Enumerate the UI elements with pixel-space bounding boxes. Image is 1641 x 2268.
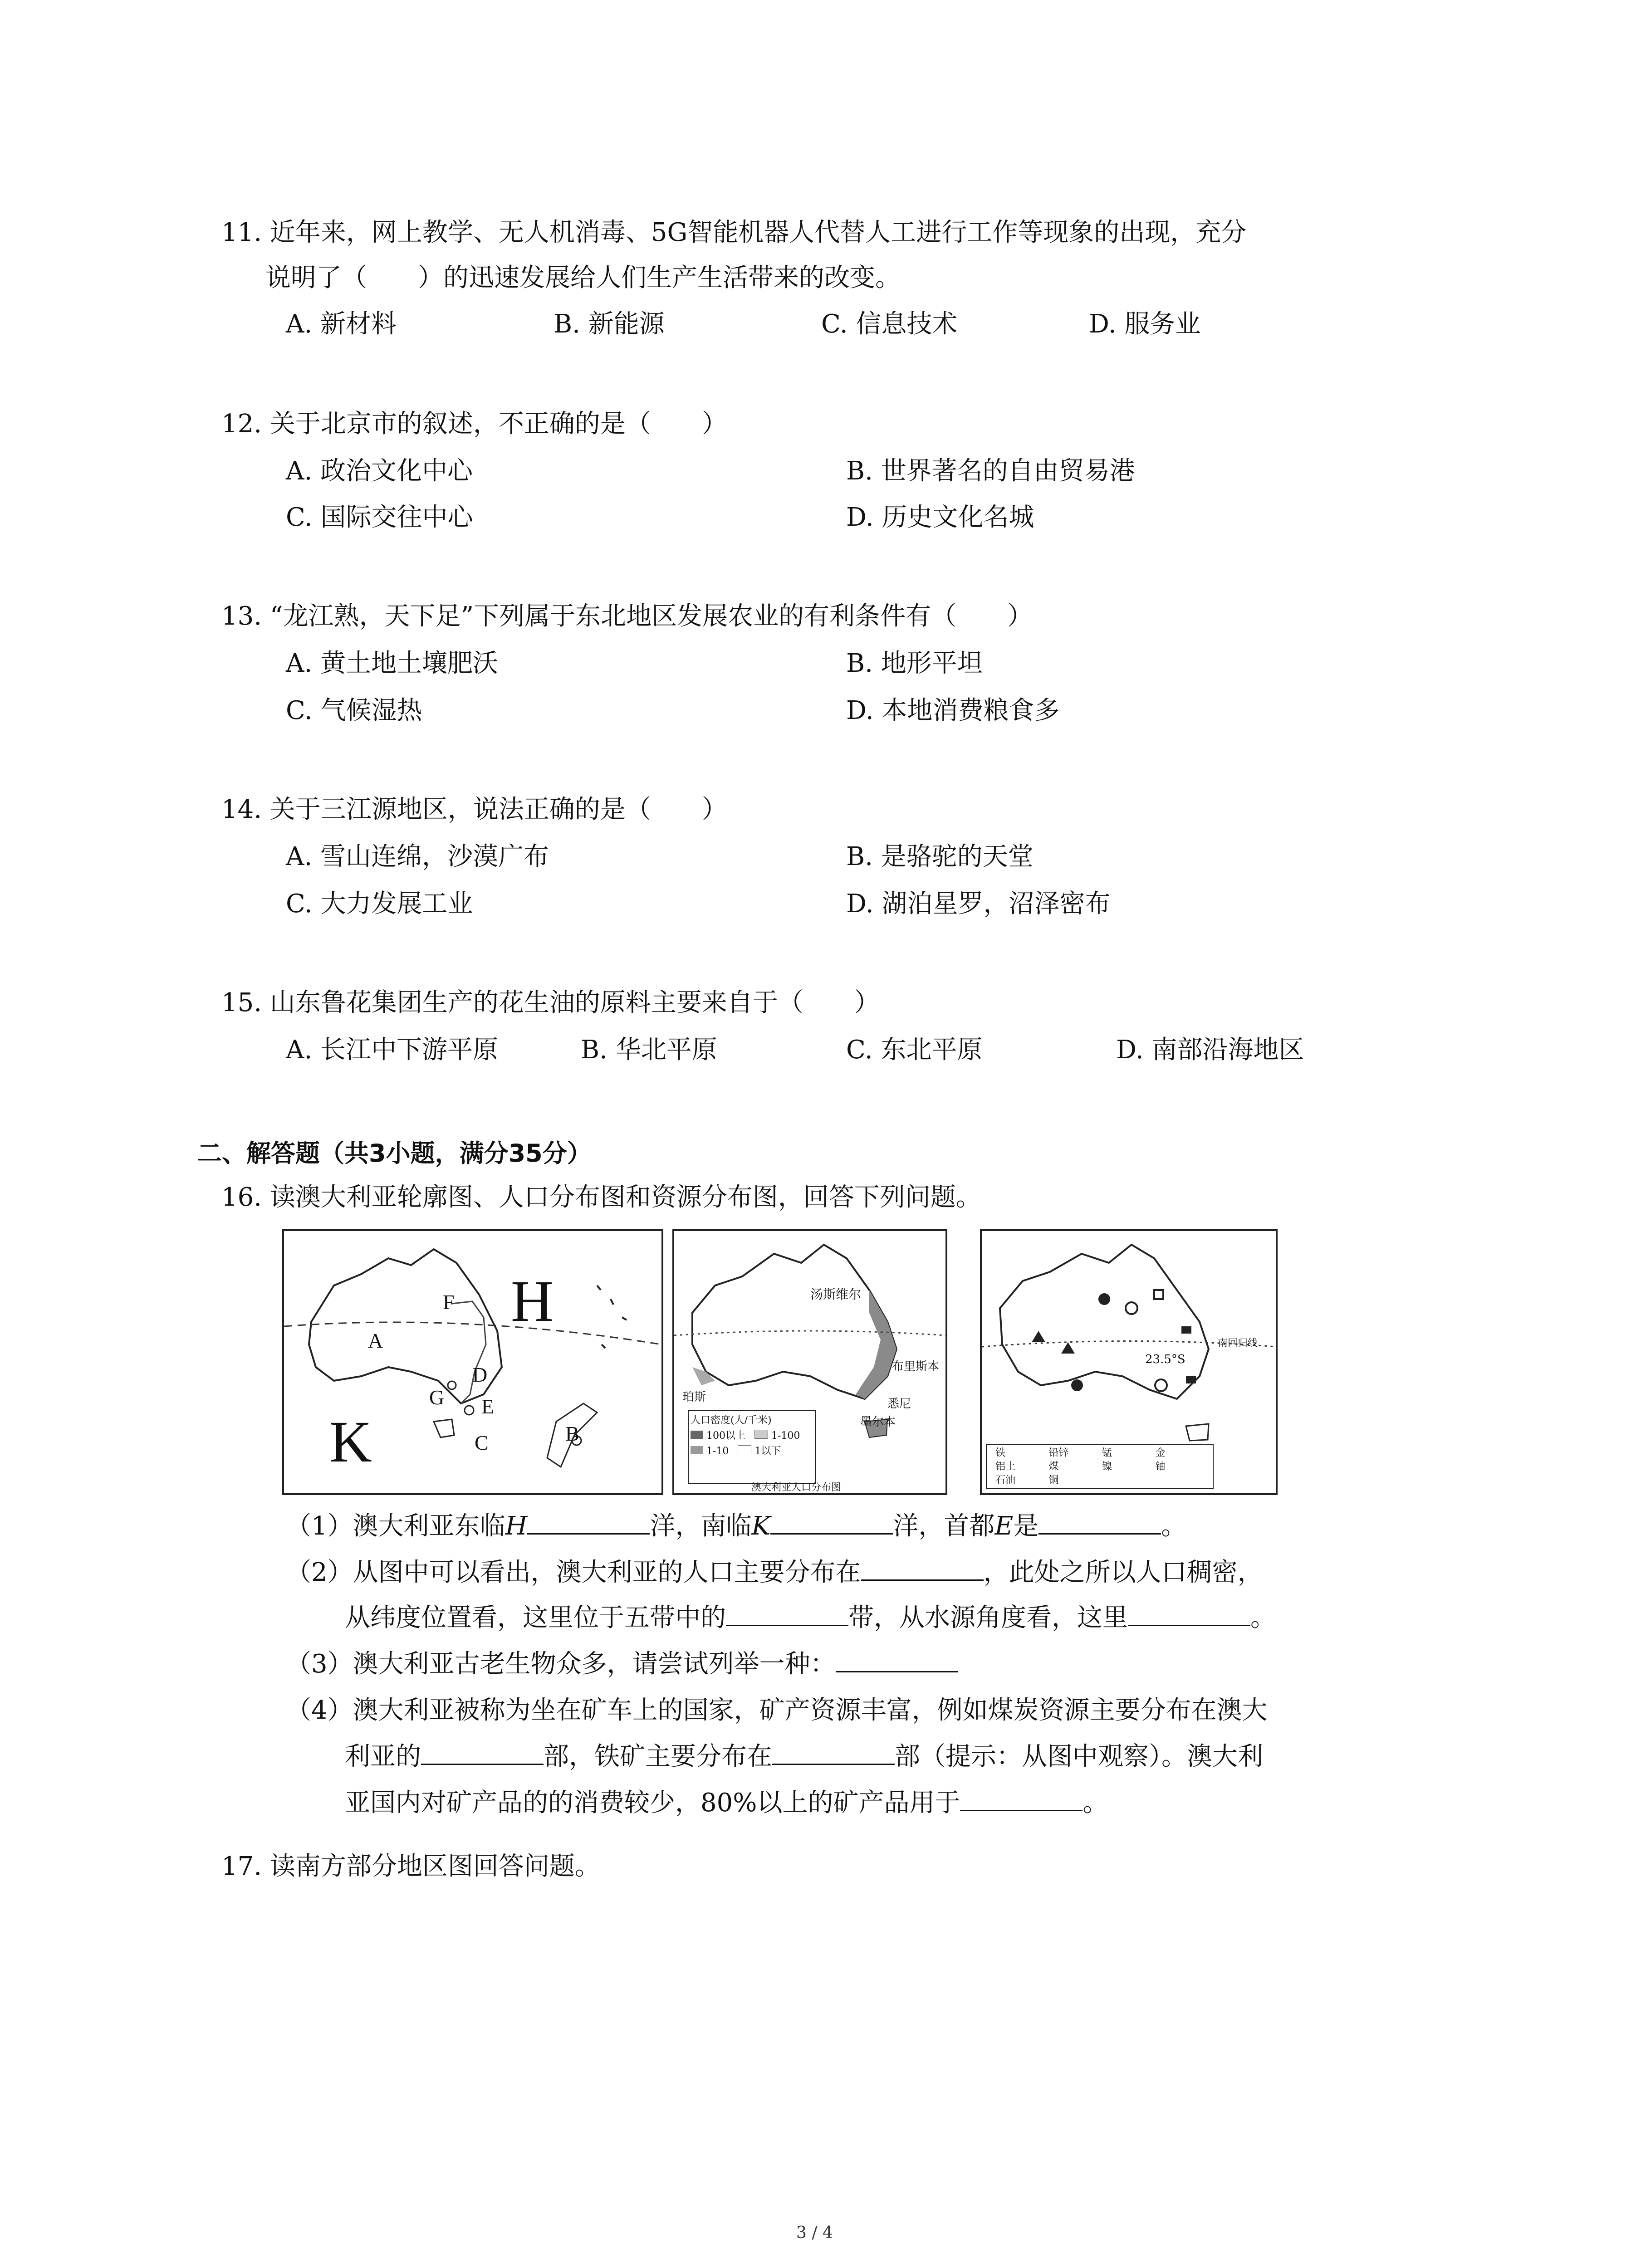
map1-label-h: H xyxy=(511,1269,554,1334)
answer-blank[interactable] xyxy=(1128,1602,1250,1626)
map1-label-f: F xyxy=(443,1290,455,1314)
map3-legend-item: 铜 xyxy=(1048,1475,1059,1486)
map2-city-perth: 珀斯 xyxy=(682,1390,706,1404)
map2-legend-item: 1以下 xyxy=(738,1444,781,1459)
map3-legend-item: 铅锌 xyxy=(1048,1447,1069,1459)
map1-label-b: B xyxy=(565,1422,579,1445)
australia-outline-map xyxy=(282,1229,663,1495)
map2-city-brisbane: 布里斯本 xyxy=(892,1360,940,1374)
answer-blank[interactable] xyxy=(861,1557,984,1581)
answer-blank[interactable] xyxy=(836,1648,958,1672)
q15-stem: 15. 山东鲁花集团生产的花生油的原料主要来自于（ ） xyxy=(221,988,880,1017)
q12-option-d: D. 历史文化名城 xyxy=(846,503,1034,532)
answer-blank[interactable] xyxy=(772,1741,895,1765)
q17-stem: 17. 读南方部分地区图回答问题。 xyxy=(221,1852,600,1881)
q15-option-c: C. 东北平原 xyxy=(846,1035,983,1065)
q12-stem: 12. 关于北京市的叙述，不正确的是（ ） xyxy=(221,409,727,439)
map2-city-townsville: 汤斯维尔 xyxy=(810,1287,862,1302)
q13-option-b: B. 地形平坦 xyxy=(846,649,983,678)
map3-legend-item: 石油 xyxy=(995,1475,1016,1486)
q11-option-b: B. 新能源 xyxy=(554,309,665,339)
map3-legend-item: 锰 xyxy=(1102,1447,1112,1459)
map2-legend-item: 1-10 xyxy=(691,1444,729,1459)
answer-blank[interactable] xyxy=(726,1602,848,1626)
map3-legend-item: 铁 xyxy=(995,1447,1006,1459)
q16-sub2-line1: （2）从图中可以看出，澳大利亚的人口主要分布在 ，此处之所以人口稠密， xyxy=(286,1558,1263,1587)
map3-legend-item: 铝土 xyxy=(995,1461,1016,1472)
map3-legend-item: 金 xyxy=(1155,1447,1166,1459)
answer-blank[interactable] xyxy=(960,1787,1083,1811)
q16-sub3: （3）澳大利亚古老生物众多，请尝试列举一种： xyxy=(286,1648,958,1680)
q14-option-b: B. 是骆驼的天堂 xyxy=(846,842,1034,871)
q12-option-c: C. 国际交往中心 xyxy=(286,503,473,532)
map3-legend-item: 铀 xyxy=(1155,1461,1166,1472)
q12-option-a: A. 政治文化中心 xyxy=(286,456,473,486)
map2-legend-title: 人口密度(人/千米) xyxy=(691,1415,772,1426)
answer-blank[interactable] xyxy=(770,1510,893,1535)
q11-option-d: D. 服务业 xyxy=(1089,309,1201,339)
map2-legend-item: 100以上 xyxy=(691,1428,745,1444)
map2-caption: 澳大利亚人口分布图 xyxy=(751,1482,842,1493)
map2-legend xyxy=(688,1410,816,1484)
q16-stem: 16. 读澳大利亚轮廓图、人口分布图和资源分布图，回答下列问题。 xyxy=(221,1183,981,1212)
q16-sub1: （1）澳大利亚东临H 洋，南临K 洋，首都E是 。 xyxy=(286,1511,1187,1541)
map1-label-a: A xyxy=(368,1329,383,1352)
q11-option-c: C. 信息技术 xyxy=(821,309,958,339)
q14-option-c: C. 大力发展工业 xyxy=(286,889,473,919)
q12-option-b: B. 世界著名的自由贸易港 xyxy=(846,456,1135,486)
map2-city-sydney: 悉尼 xyxy=(887,1397,911,1411)
q16-sub4-line1: （4）澳大利亚被称为坐在矿车上的国家，矿产资源丰富，例如煤炭资源主要分布在澳大 xyxy=(286,1696,1268,1725)
map1-label-c: C xyxy=(475,1431,489,1454)
q13-option-d: D. 本地消费粮食多 xyxy=(846,696,1060,725)
map1-label-e: E xyxy=(481,1395,495,1418)
population-distribution-map xyxy=(672,1229,947,1495)
map3-tropic-label: 南回归线 xyxy=(1218,1338,1258,1349)
map3-legend-item: 镍 xyxy=(1102,1461,1112,1472)
map3-legend-item: 煤 xyxy=(1048,1461,1059,1472)
q14-stem: 14. 关于三江源地区，说法正确的是（ ） xyxy=(221,795,727,824)
q13-option-c: C. 气候湿热 xyxy=(286,696,422,725)
q16-sub4-line2: 利亚的 部，铁矿主要分布在 部（提示：从图中观察）。澳大利 xyxy=(345,1742,1263,1771)
resource-distribution-map xyxy=(980,1229,1278,1495)
q14-option-d: D. 湖泊星罗，沼泽密布 xyxy=(846,889,1111,919)
answer-blank[interactable] xyxy=(1038,1510,1161,1535)
map3-legend xyxy=(995,1447,1209,1487)
page-number: 3 / 4 xyxy=(796,2224,833,2242)
map1-label-d: D xyxy=(472,1363,488,1386)
q15-option-a: A. 长江中下游平原 xyxy=(286,1035,499,1065)
q14-option-a: A. 雪山连绵，沙漠广布 xyxy=(286,842,549,871)
q13-option-a: A. 黄土地土壤肥沃 xyxy=(286,649,499,678)
map3-latitude-label: 23.5°S xyxy=(1145,1353,1185,1366)
q15-option-b: B. 华北平原 xyxy=(581,1035,717,1065)
section2-title: 二、解答题（共3小题，满分35分） xyxy=(197,1139,592,1168)
map1-label-g: G xyxy=(429,1386,445,1409)
map2-legend-item: 1-100 xyxy=(754,1428,800,1444)
q16-sub4-line3: 亚国内对矿产品的的消费较少，80%以上的矿产品用于 。 xyxy=(345,1788,1108,1818)
q13-stem: 13. “龙江熟，天下足”下列属于东北地区发展农业的有利条件有（ ） xyxy=(221,601,1033,631)
q11-stem-line2: 说明了（ ）的迅速发展给人们生产生活带来的改变。 xyxy=(265,263,901,293)
q15-option-d: D. 南部沿海地区 xyxy=(1116,1035,1304,1065)
q11-stem: 11. 近年来，网上教学、无人机消毒、5G智能机器人代替人工进行工作等现象的出现，充分 xyxy=(221,218,1247,247)
q11-option-a: A. 新材料 xyxy=(286,309,397,339)
map1-label-k: K xyxy=(329,1409,372,1475)
q16-sub2-line2: 从纬度位置看，这里位于五带中的 带，从水源角度看，这里 。 xyxy=(345,1603,1276,1633)
map2-city-melbourne: 墨尔本 xyxy=(860,1415,896,1429)
answer-blank[interactable] xyxy=(421,1741,544,1765)
answer-blank[interactable] xyxy=(527,1510,650,1535)
